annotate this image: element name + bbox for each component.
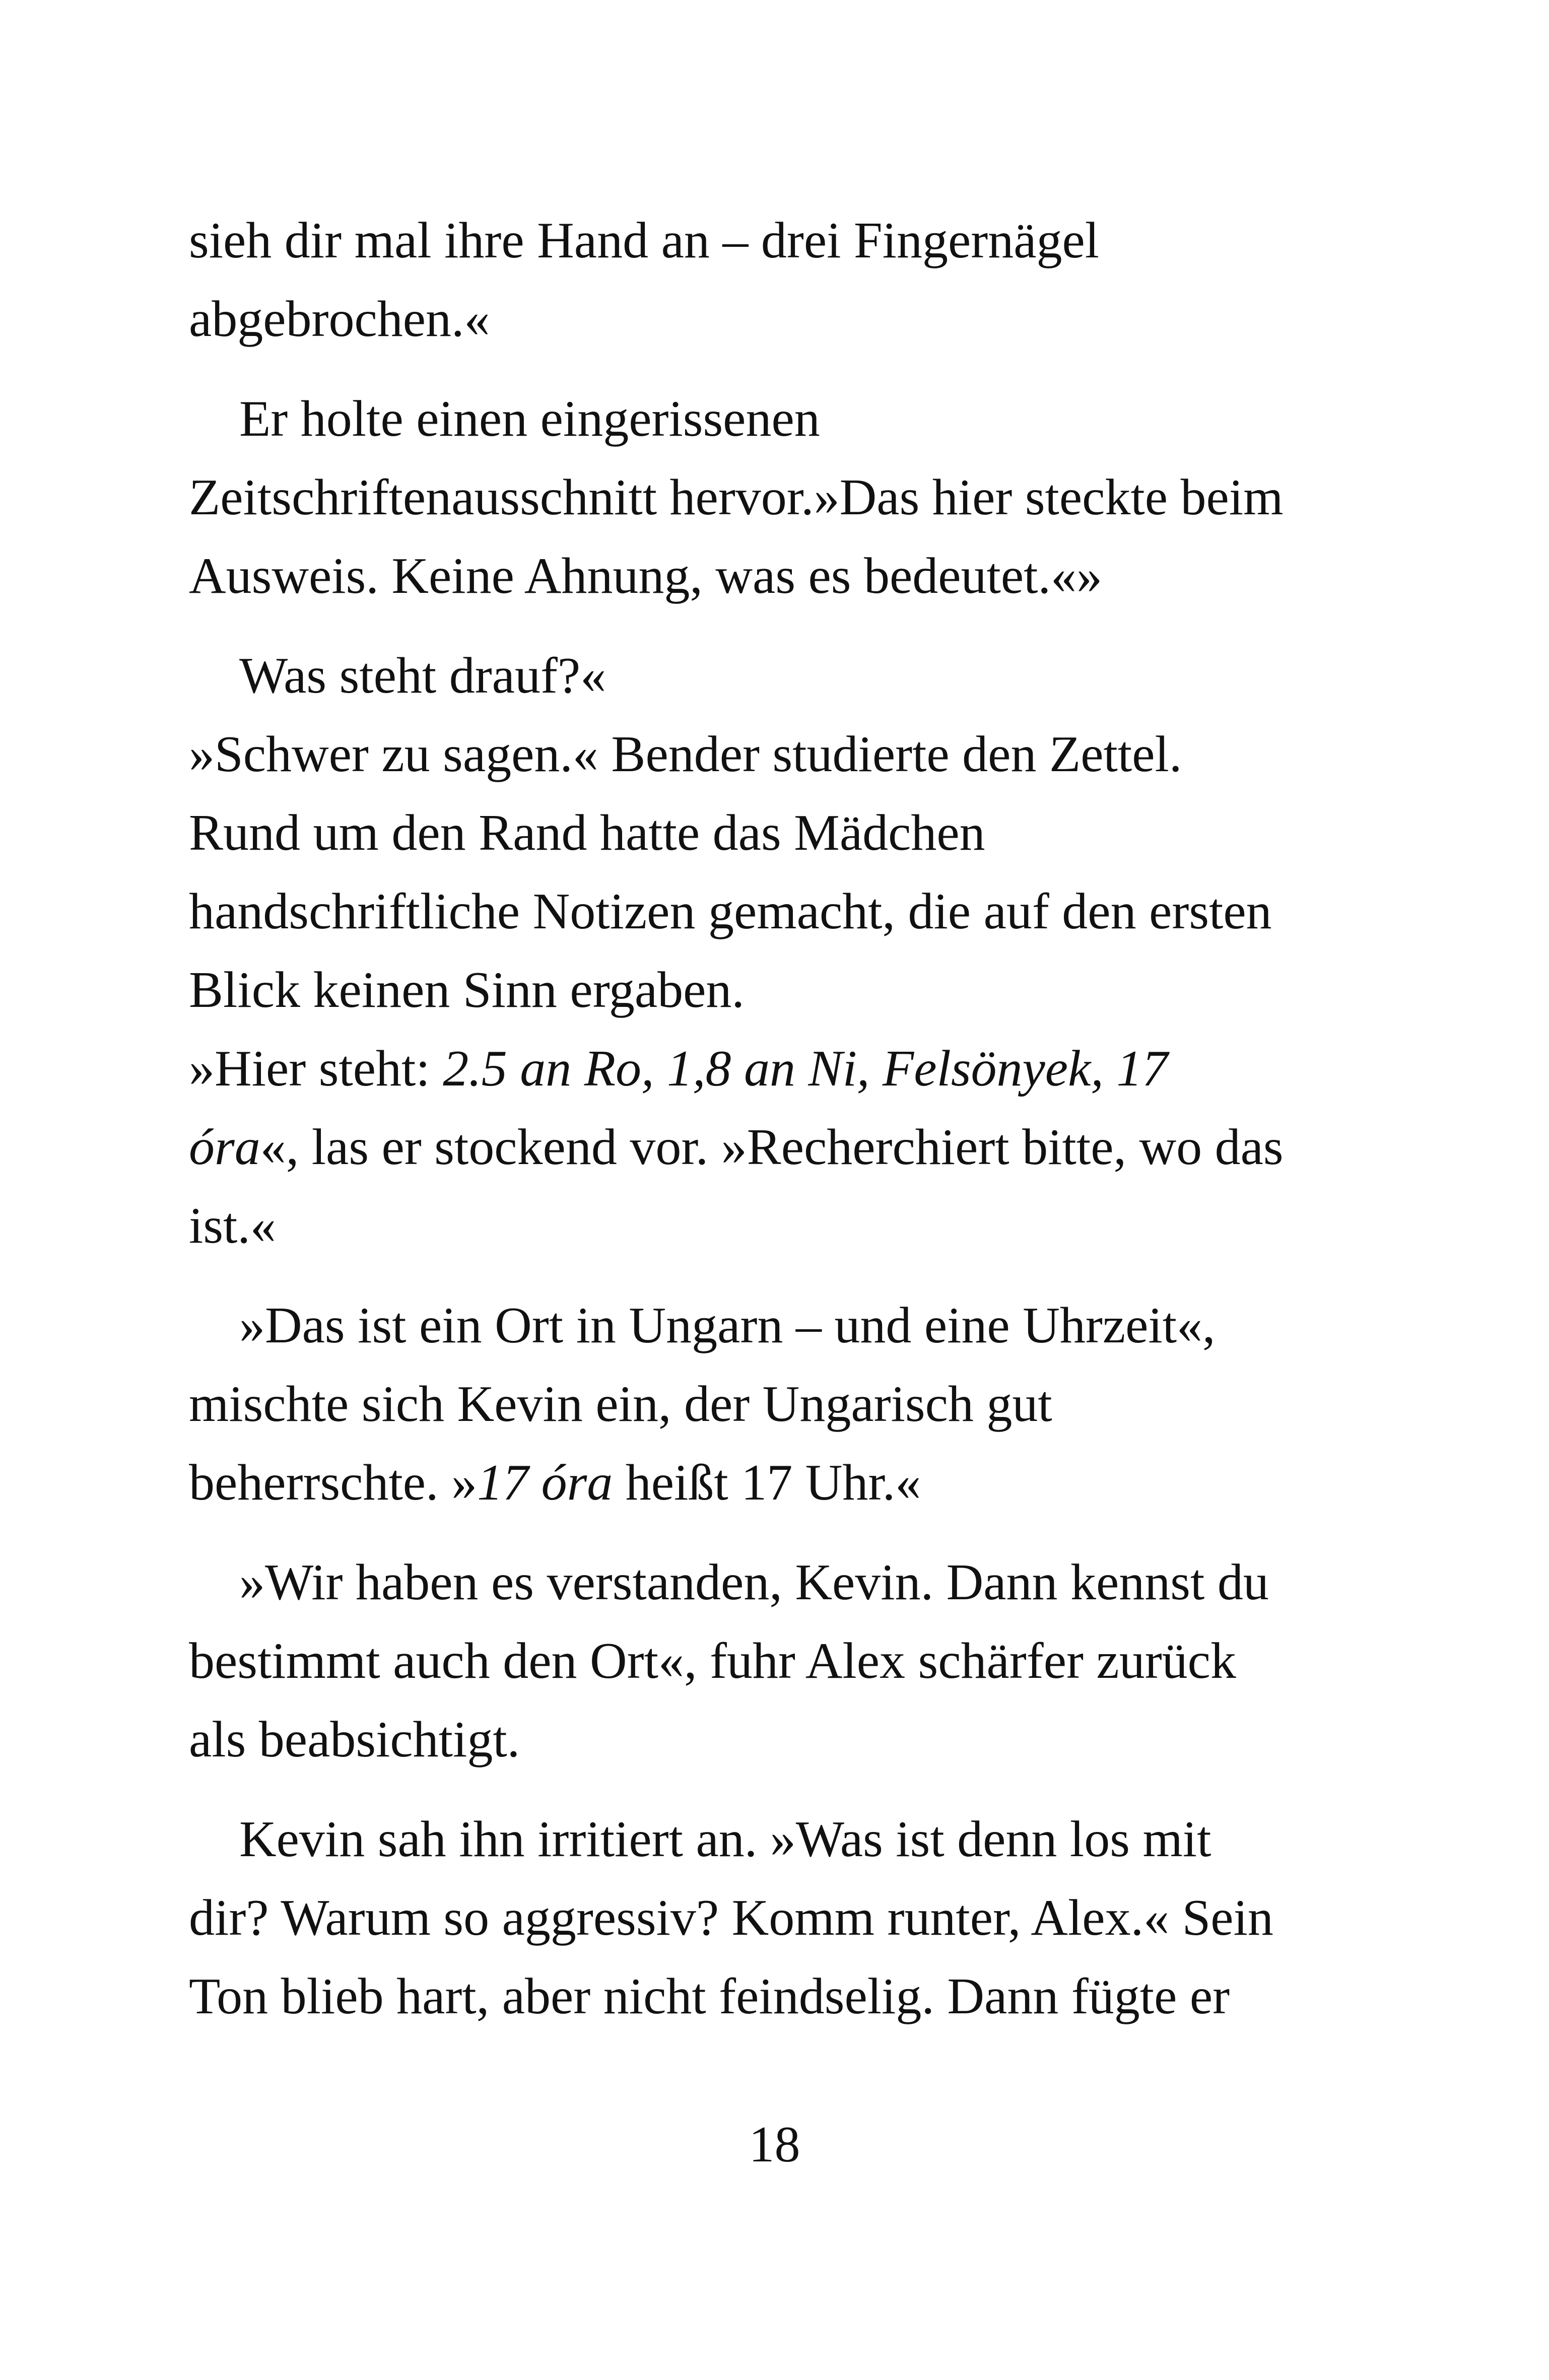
text-line: abgebrochen.« <box>189 291 490 348</box>
body-text <box>189 201 1388 2036</box>
paragraph <box>189 1543 1388 1779</box>
text-line: Zeitschriftenausschnitt hervor.»Das hier steckte beim <box>189 469 1284 526</box>
text-line: sieh dir mal ihre Hand an – drei Fingernägel <box>189 212 1100 269</box>
text-line: óra«, las er stockend vor. »Recherchiert bitte, wo das <box>189 1119 1284 1176</box>
italic-text: 17 óra <box>477 1454 613 1511</box>
paragraph <box>189 715 1388 1030</box>
text-line: »Wir haben es verstanden, Kevin. Dann kennst du <box>239 1554 1269 1611</box>
text-line: dir? Warum so aggressiv? Komm runter, Alex.« Sein <box>189 1889 1273 1946</box>
paragraph <box>189 380 1388 616</box>
text-line: »Schwer zu sagen.« Bender studierte den Zettel. <box>189 726 1182 783</box>
text-line: beherrschte. »17 óra heißt 17 Uhr.« <box>189 1454 921 1511</box>
paragraph <box>189 1800 1388 2036</box>
text-line: ist.« <box>189 1197 276 1254</box>
text-line: mischte sich Kevin ein, der Ungarisch gut <box>189 1376 1052 1433</box>
text-line: handschriftliche Notizen gemacht, die auf den ersten <box>189 883 1272 940</box>
text-line: Kevin sah ihn irritiert an. »Was ist denn los mit <box>239 1811 1211 1868</box>
text-line: Was steht drauf?« <box>239 647 607 704</box>
paragraph <box>189 1286 1388 1522</box>
italic-text: 2.5 an Ro, 1,8 an Ni, Felsönyek, 17 <box>443 1040 1168 1097</box>
text-line: Rund um den Rand hatte das Mädchen <box>189 804 985 861</box>
text-line: als beabsichtigt. <box>189 1711 520 1768</box>
paragraph <box>189 637 1388 715</box>
paragraph <box>189 1030 1388 1265</box>
text-line: Blick keinen Sinn ergaben. <box>189 962 745 1018</box>
text-line: »Hier steht: 2.5 an Ro, 1,8 an Ni, Felsönyek, 17 <box>189 1040 1168 1097</box>
italic-text: óra <box>189 1119 260 1176</box>
text-line: »Das ist ein Ort in Ungarn – und eine Uhrzeit«, <box>239 1297 1216 1354</box>
text-line: bestimmt auch den Ort«, fuhr Alex schärfer zurück <box>189 1633 1236 1689</box>
text-line: Ton blieb hart, aber nicht feindselig. Dann fügte er <box>189 1968 1230 2025</box>
page-number: 18 <box>749 2116 800 2173</box>
text-line: Er holte einen eingerissenen <box>239 390 820 447</box>
paragraph <box>189 201 1388 359</box>
text-line: Ausweis. Keine Ahnung, was es bedeutet.«» <box>189 548 1102 604</box>
